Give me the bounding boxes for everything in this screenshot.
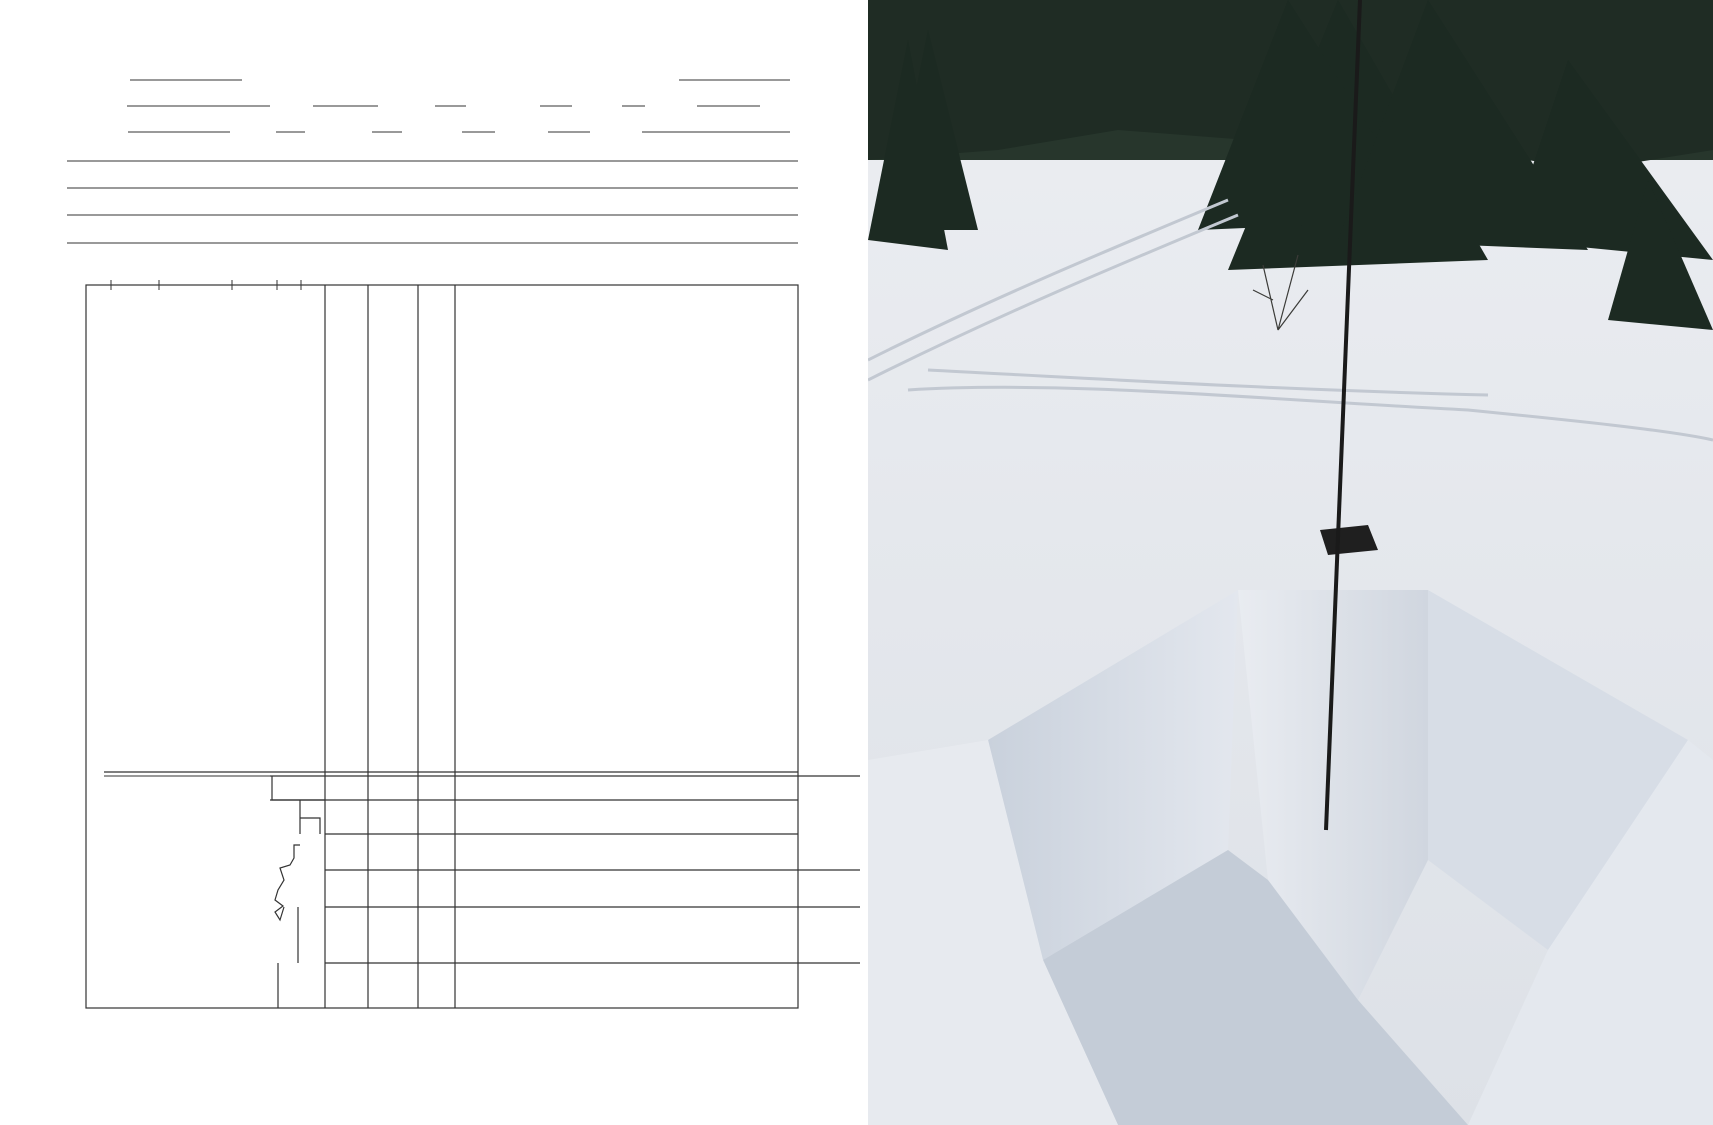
snow-pit-photo	[868, 0, 1713, 1125]
shovel-blade	[1320, 525, 1378, 555]
